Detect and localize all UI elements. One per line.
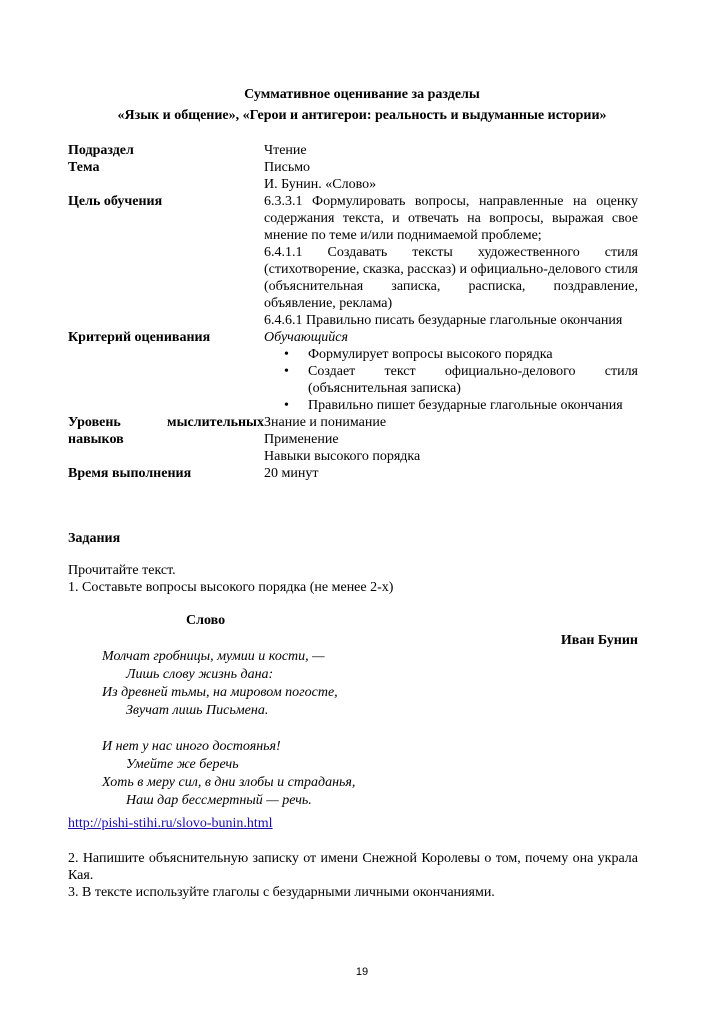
criteria-item <box>264 346 638 363</box>
poem-line: И нет у нас иного достоянья! <box>102 739 281 754</box>
level-item: Навыки высокого порядка <box>264 449 421 464</box>
page-number: 19 <box>355 966 369 978</box>
theme-value <box>264 159 638 193</box>
levels-label <box>68 414 264 448</box>
poem-line: Из древней тьмы, на мировом погосте, <box>102 685 338 700</box>
criteria-list <box>264 346 638 414</box>
goal-row <box>68 193 638 329</box>
time-value: 20 минут <box>264 466 319 481</box>
goal-item: 6.4.1.1 Создавать тексты художественного стиля (стихотворение, сказка, рассказ) и официально-делового стиля (объяснительная записка, расписка, поздравление, объявление, реклама) <box>264 245 638 311</box>
criteria-label: Критерий оценивания <box>68 330 211 345</box>
criteria-item-text: Создает текст официально-делового стиля (объяснительная записка) <box>308 364 638 396</box>
subsection-row <box>68 142 638 159</box>
level-item: Знание и понимание <box>264 415 387 430</box>
task-3: 3. В тексте используйте глаголы с безударными личными окончаниями. <box>68 885 495 900</box>
levels-value <box>264 414 638 465</box>
bullet-icon: • <box>284 398 289 413</box>
assessment-info-table <box>68 142 638 482</box>
theme-value-line: Письмо <box>264 160 311 175</box>
time-label: Время выполнения <box>68 466 192 481</box>
criteria-intro: Обучающийся <box>264 330 349 345</box>
poem-line: Молчат гробницы, мумии и кости, — <box>102 649 325 664</box>
poem-title: Слово <box>186 613 226 628</box>
goal-item: 6.3.3.1 Формулировать вопросы, направленные на оценку содержания текста, и отвечать на вопросы, выражая свое мнение по теме и/или поднимаемой проблеме; <box>264 194 638 243</box>
criteria-item-text: Правильно пишет безударные глагольные окончания <box>308 398 623 413</box>
poem-text <box>102 648 355 810</box>
source-link[interactable]: http://pishi-stihi.ru/slovo-bunin.html <box>68 816 273 831</box>
criteria-item <box>264 397 638 414</box>
levels-row <box>68 414 638 465</box>
poem-line: Лишь слову жизнь дана: <box>126 667 274 682</box>
task-1: 1. Составьте вопросы высокого порядка (не менее 2-х) <box>68 580 394 595</box>
tasks-remaining <box>68 850 638 901</box>
theme-value-line: И. Бунин. «Слово» <box>264 177 377 192</box>
tasks-intro <box>68 562 638 596</box>
subsection-label: Подраздел <box>68 143 134 158</box>
task-2: 2. Напишите объяснительную записку от имени Снежной Королевы о том, почему она украла Кая. <box>68 851 638 883</box>
levels-label-line: Уровень мыслительных <box>68 415 264 430</box>
theme-row <box>68 159 638 193</box>
goal-label: Цель обучения <box>68 194 163 209</box>
bullet-icon: • <box>284 347 289 362</box>
page-subtitle: «Язык и общение», «Герои и антигерои: реальность и выдуманные истории» <box>117 108 607 123</box>
goal-item: 6.4.6.1 Правильно писать безударные глагольные окончания <box>264 313 623 328</box>
theme-label: Тема <box>68 160 100 175</box>
criteria-item-text: Формулирует вопросы высокого порядка <box>308 347 553 362</box>
read-instruction: Прочитайте текст. <box>68 563 176 578</box>
levels-label-line: навыков <box>68 432 124 447</box>
criteria-value <box>264 329 638 414</box>
criteria-row <box>68 329 638 414</box>
poem-author: Иван Бунин <box>560 633 638 648</box>
poem-line: Умейте же беречь <box>126 757 239 772</box>
page-title: Суммативное оценивание за разделы <box>244 87 480 102</box>
stanza-gap <box>102 720 355 738</box>
level-item: Применение <box>264 432 339 447</box>
poem-line: Наш дар бессмертный — речь. <box>126 793 312 808</box>
poem-line: Звучат лишь Письмена. <box>126 703 269 718</box>
goal-value <box>264 193 638 329</box>
time-row <box>68 465 638 482</box>
subsection-value: Чтение <box>264 143 307 158</box>
criteria-item <box>264 363 638 397</box>
bullet-icon: • <box>284 364 289 379</box>
tasks-heading: Задания <box>68 531 121 546</box>
poem-line: Хоть в меру сил, в дни злобы и страданья, <box>102 775 356 790</box>
